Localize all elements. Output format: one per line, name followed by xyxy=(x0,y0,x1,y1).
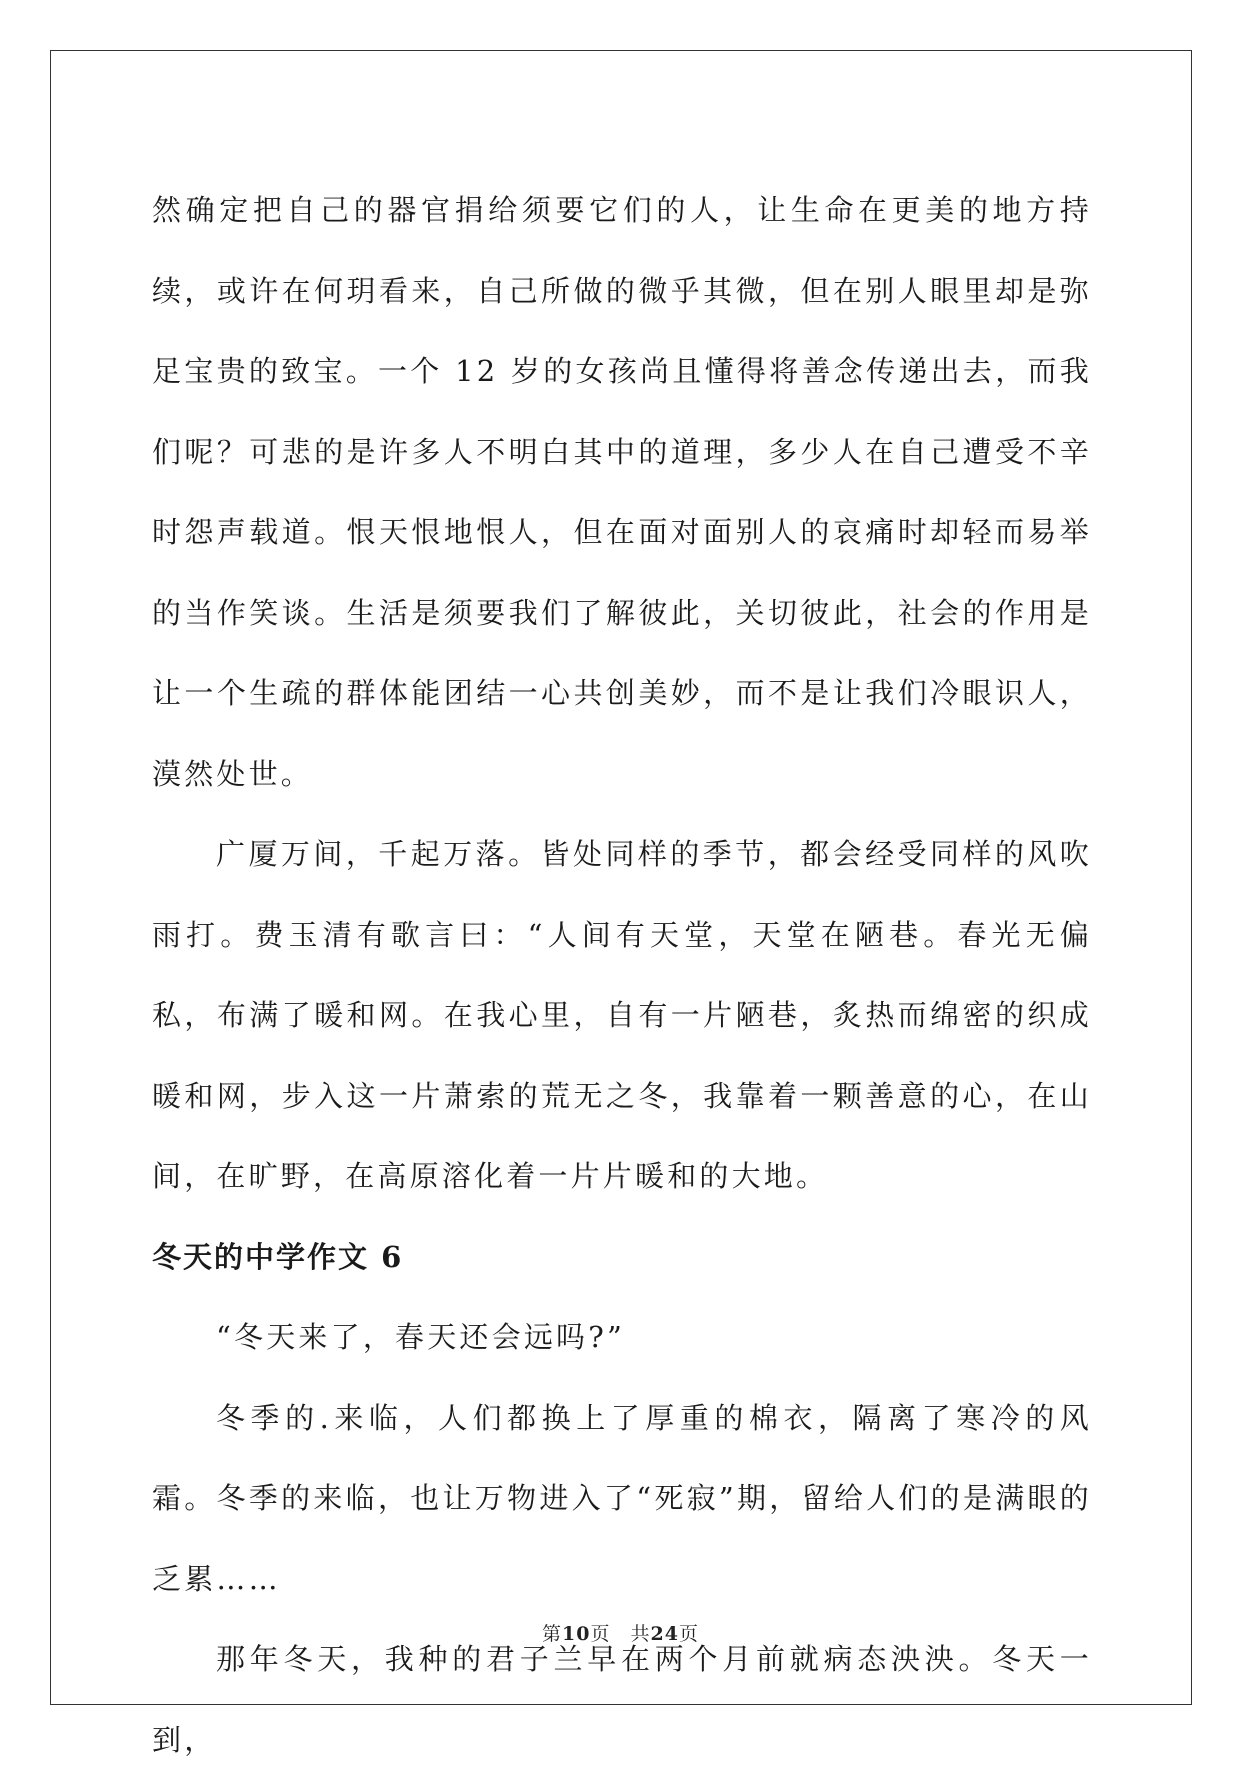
text-line: 的致宝。一个 12 岁的女孩尚且懂得将善念传递出去，而我们呢？可悲 xyxy=(152,354,1092,469)
text-line: 冬季的.来临，人们都换上了厚重的棉衣，隔离了寒冷的风霜。冬 xyxy=(152,1400,1092,1515)
section-heading: 冬天的中学作文 6 xyxy=(152,1239,404,1274)
paragraph-1 xyxy=(152,170,1092,814)
quote-paragraph xyxy=(152,1297,1092,1378)
footer-suffix: 页 xyxy=(678,1623,699,1645)
text-line: “冬天来了，春天还会远吗?” xyxy=(216,1320,625,1354)
text-line: 满了暖和网。在我心里，自有一片陋巷，炙热而绵密的织成暖和网， xyxy=(152,998,1092,1113)
text-line: 步入这一片萧索的荒无之冬，我靠着一颗善意的心，在山间，在旷野， xyxy=(152,1078,1092,1193)
text-line: 打。费玉清有歌言曰：“人间有天堂，天堂在陋巷。春光无偏私，布 xyxy=(152,917,1092,1032)
text-line: 季的来临，也让万物进入了“死寂”期，留给人们的是满眼的乏累…… xyxy=(152,1481,1092,1596)
text-line: 然确定把自己的器官捐给须要它们的人，让生命在更美的地方持续， xyxy=(152,193,1092,308)
footer-prefix: 第 xyxy=(542,1623,563,1645)
text-line: 在高原溶化着一片片暖和的大地。 xyxy=(345,1159,829,1193)
text-line: 活是须要我们了解彼此，关切彼此，社会的作用是让一个生疏的群体 xyxy=(152,595,1092,710)
text-line: 能团结一心共创美妙，而不是让我们冷眼识人，漠然处世。 xyxy=(152,676,1092,791)
text-line: 或许在何玥看来，自己所做的微乎其微，但在别人眼里却是弥足宝贵 xyxy=(152,273,1092,388)
text-line: 恨天恨地恨人，但在面对面别人的哀痛时却轻而易举的当作笑谈。生 xyxy=(152,515,1092,630)
footer-middle: 页 共 xyxy=(590,1623,651,1645)
text-line: 广厦万间，千起万落。皆处同样的季节，都会经受同样的风吹雨 xyxy=(152,837,1092,952)
text-line: 的是许多人不明白其中的道理，多少人在自己遭受不辛时怨声载道。 xyxy=(152,434,1092,549)
text-line: 那年冬天，我种的君子兰早在两个月前就病态泱泱。冬天一到， xyxy=(152,1642,1092,1757)
current-page-number: 10 xyxy=(562,1623,591,1645)
page-number-footer xyxy=(0,1622,1241,1646)
paragraph-2 xyxy=(152,814,1092,1217)
document-body xyxy=(152,170,1092,1780)
total-pages-number: 24 xyxy=(650,1623,679,1645)
paragraph-3 xyxy=(152,1378,1092,1620)
